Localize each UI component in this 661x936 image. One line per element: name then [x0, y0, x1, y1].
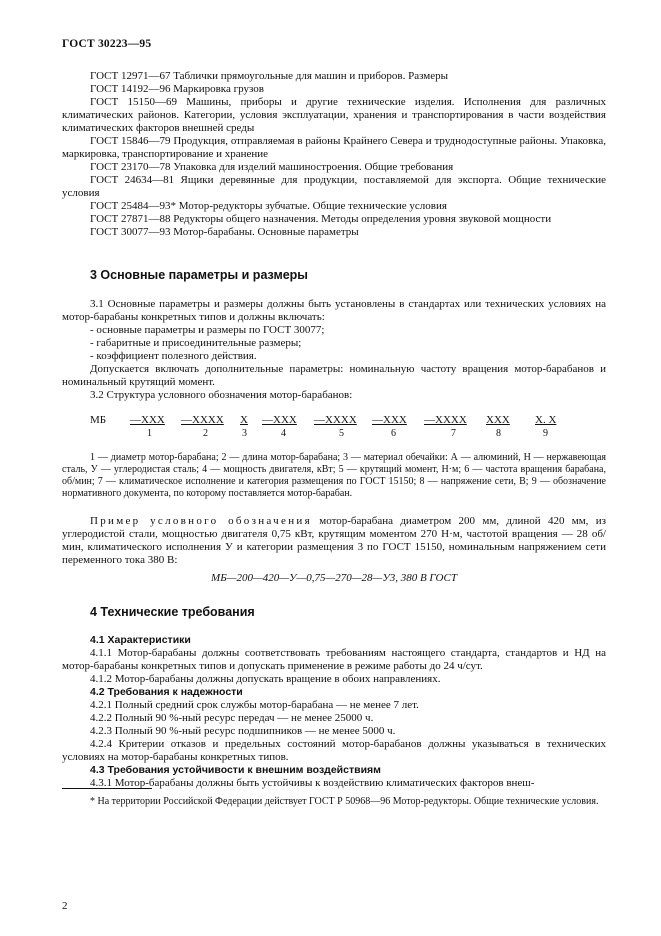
structure-number: 6 [391, 428, 396, 439]
structure-prefix: МБ [90, 414, 107, 426]
list-item: - коэффициент полезного действия. [90, 350, 257, 362]
structure-part: X [240, 414, 248, 426]
structure-number: 4 [281, 428, 286, 439]
reference-item: ГОСТ 27871—88 Редукторы общего назначения. Методы определения уровня звуковой мощности [90, 213, 552, 225]
formula-block [62, 572, 606, 584]
structure-number: 3 [242, 428, 247, 439]
structure-number: 2 [203, 428, 208, 439]
section-3-title: 3 Основные параметры и размеры [90, 268, 308, 282]
structure-legend: 1 — диаметр мотор-барабана; 2 — длина мотор-барабана; 3 — материал обечайки: А — алюминий, Н — нержавеющая сталь, У — углеродистая сталь; 4 — мощность двигателя, кВт; 5 — крутящий момент, Н·м; 6 — частота вращения барабана, об/мин; 7 — климатическое исполнение и категория размещения по ГОСТ 15150; 8 — напряжение сети, В; 9 — обозначение нормативного документа, по которому поставляется мотор-барабан. [62, 452, 606, 499]
structure-part: —XXXX [314, 414, 357, 426]
paragraph-4-1-2: 4.1.2 Мотор-барабаны должны допускать вращение в обоих направлениях. [90, 673, 441, 685]
footnote-block [62, 796, 606, 808]
reference-item: ГОСТ 24634—81 Ящики деревянные для продукции, поставляемой для экспорта. Общие технические условия [62, 174, 606, 199]
footnote-divider [62, 788, 152, 789]
reference-item: ГОСТ 23170—78 Упаковка для изделий машиностроения. Общие требования [90, 161, 454, 173]
reference-item: ГОСТ 15150—69 Машины, приборы и другие технические изделия. Исполнения для различных климатических районов. Категории, условия эксплуатации, хранения и транспортирования в части воздействия климатических факторов внешней среды [62, 96, 606, 134]
section-4-body [62, 634, 606, 790]
structure-part: —XXX [262, 414, 297, 426]
subsection-4-1-title: 4.1 Характеристики [90, 634, 191, 646]
example-text: мотор-барабана диаметром 200 мм, длиной 420 мм, из углеродистой стали, мощностью двигателя 0,75 кВт, крутящим моментом 270 Н·м, частотой вращения — 28 об/мин, климатического исполнения У и категории размещения 3 по ГОСТ 15150, номинальным напряжением сети переменного тока 380 В: [62, 515, 606, 566]
references-list [62, 70, 606, 239]
reference-item: ГОСТ 14192—96 Маркировка грузов [90, 83, 264, 95]
footnote: * На территории Российской Федерации действует ГОСТ Р 50968—96 Мотор-редукторы. Общие технические условия. [90, 796, 599, 807]
section-3-heading-block [62, 268, 606, 282]
paragraph-4-2-3: 4.2.3 Полный 90 %-ный ресурс подшипников — не менее 5000 ч. [90, 725, 396, 737]
paragraph-4-3-1: 4.3.1 Мотор-барабаны должны быть устойчивы к воздействию климатических факторов внеш- [90, 777, 535, 789]
list-item: - габаритные и присоединительные размеры; [90, 337, 302, 349]
structure-part: —XXXX [181, 414, 224, 426]
structure-part: —XXX [372, 414, 407, 426]
paragraph-3-2: 3.2 Структура условного обозначения мотор-барабанов: [90, 389, 353, 401]
paragraph-4-1-1: 4.1.1 Мотор-барабаны должны соответствовать требованиям настоящего стандарта, стандартов и НД на мотор-барабаны конкретных типов и допускать применение в режиме работы до 24 ч/сут. [62, 647, 606, 672]
designation-structure [90, 414, 606, 444]
reference-item: ГОСТ 15846—79 Продукция, отправляемая в районы Крайнего Севера и труднодоступные районы. Упаковка, маркировка, транспортирование и хранение [62, 135, 606, 160]
structure-part: —XXX [130, 414, 165, 426]
section-4-heading-block [62, 605, 606, 619]
reference-item: ГОСТ 25484—93* Мотор-редукторы зубчатые. Общие технические условия [90, 200, 447, 212]
structure-part: —XXXX [424, 414, 467, 426]
structure-number: 5 [339, 428, 344, 439]
subsection-4-3-title: 4.3 Требования устойчивости к внешним воздействиям [90, 764, 381, 776]
structure-part: XXX [486, 414, 510, 426]
structure-number: 9 [543, 428, 548, 439]
structure-number: 8 [496, 428, 501, 439]
section-4-title: 4 Технические требования [90, 605, 255, 619]
structure-number: 1 [147, 428, 152, 439]
document-header: ГОСТ 30223—95 [62, 38, 152, 50]
structure-part: X. X [535, 414, 557, 426]
paragraph-4-2-1: 4.2.1 Полный средний срок службы мотор-барабана — не менее 7 лет. [90, 699, 419, 711]
structure-number: 7 [451, 428, 456, 439]
paragraph-4-2-4: 4.2.4 Критерии отказов и предельных состояний мотор-барабанов должны указываться в технических условиях на мотор-барабаны конкретных типов. [62, 738, 606, 763]
reference-item: ГОСТ 12971—67 Таблички прямоугольные для машин и приборов. Размеры [90, 70, 449, 82]
example-block [62, 515, 606, 567]
list-item: - основные параметры и размеры по ГОСТ 30077; [90, 324, 325, 336]
document-page [62, 0, 606, 936]
page-number: 2 [62, 900, 68, 912]
example-label: Пример условного обозначения [90, 515, 312, 527]
paragraph-3-1: 3.1 Основные параметры и размеры должны быть установлены в стандартах или технических условиях на мотор-барабаны конкретных типов и должны включать: [62, 298, 606, 323]
paragraph-allowed: Допускается включать дополнительные параметры: номинальную частоту вращения мотор-барабанов и номинальный крутящий момент. [62, 363, 606, 388]
reference-item: ГОСТ 30077—93 Мотор-барабаны. Основные параметры [90, 226, 359, 238]
example-paragraph [62, 515, 606, 567]
subsection-4-2-title: 4.2 Требования к надежности [90, 686, 243, 698]
structure-legend-block [62, 452, 606, 500]
section-3-body [62, 298, 606, 402]
designation-example: МБ—200—420—У—0,75—270—28—У3, 380 В ГОСТ [211, 572, 457, 584]
paragraph-4-2-2: 4.2.2 Полный 90 %-ный ресурс передач — не менее 25000 ч. [90, 712, 374, 724]
